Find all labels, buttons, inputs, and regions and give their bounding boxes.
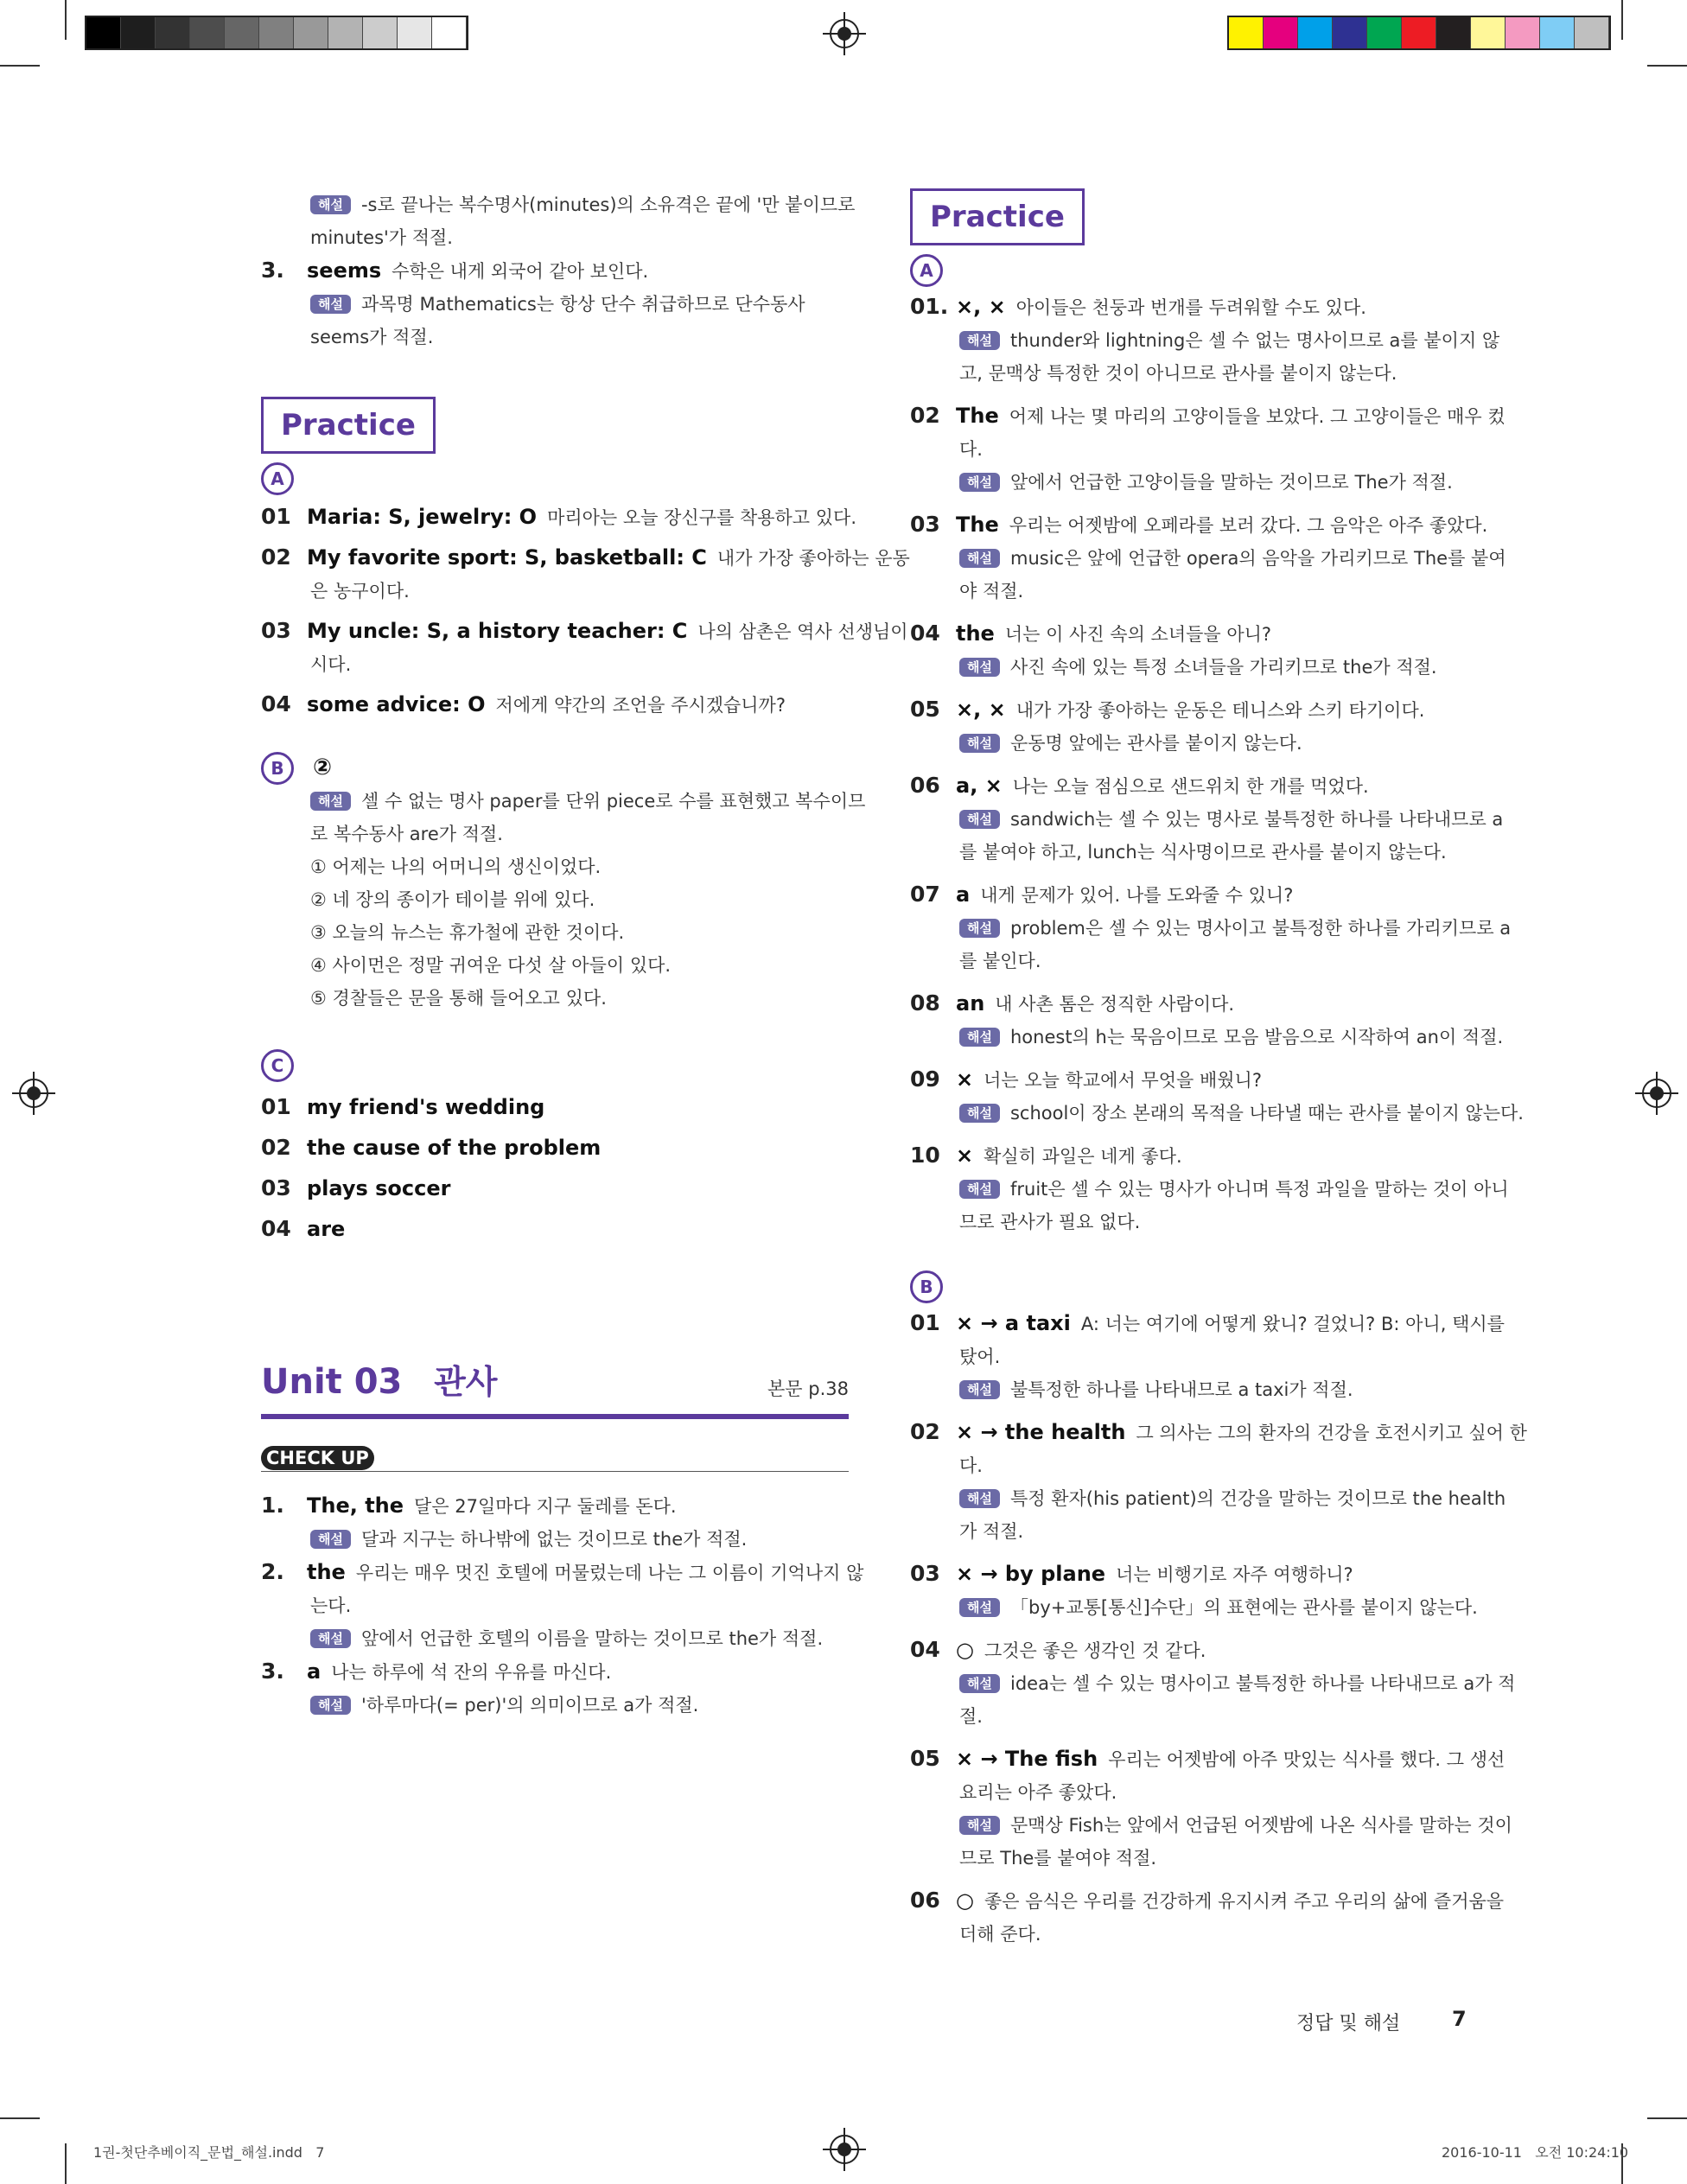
item-number: 01 <box>261 504 291 529</box>
continuation-line: 므로 관사가 필요 없다. <box>959 1212 1141 1232</box>
gray-swatch <box>259 17 294 48</box>
answer-item <box>910 1557 1506 1591</box>
item-answer: ×, × <box>956 295 1006 319</box>
page-number: 7 <box>1452 2007 1467 2031</box>
item-answer: a <box>956 882 971 907</box>
item-translation: 아이들은 천둥과 번개를 두려워할 수도 있다. <box>1015 297 1366 318</box>
item-translation: 나는 하루에 석 잔의 우유를 마신다. <box>331 1662 612 1683</box>
item-answer: My uncle: S, a history teacher: C <box>307 619 688 643</box>
item-answer: plays soccer <box>307 1176 451 1200</box>
item-translation: 너는 비행기로 자주 여행하니? <box>1116 1564 1353 1585</box>
answer-block <box>910 878 1512 977</box>
footer-file-name: 1권-첫단추베이직_문법_해설.indd 7 <box>93 2144 325 2161</box>
explanation-text: 문맥상 Fish는 앞에서 언급된 어젯밤에 나온 식사를 말하는 것이 <box>1009 1815 1512 1836</box>
answer-block <box>261 500 857 534</box>
item-number: 04 <box>910 1637 940 1662</box>
item-answer: a, × <box>956 774 1003 798</box>
item-translation: 좋은 음식은 우리를 건강하게 유지시켜 주고 우리의 삶에 즐거움을 <box>984 1891 1505 1912</box>
explanation-text: 운동명 앞에는 관사를 붙이지 않는다. <box>1009 733 1302 754</box>
explanation-text: fruit은 셀 수 있는 명사가 아니며 특정 과일을 말하는 것이 아니 <box>1009 1179 1509 1200</box>
crop-mark <box>0 2117 40 2119</box>
answer-item <box>261 1172 849 1206</box>
item-translation: 우리는 어젯밤에 아주 맛있는 식사를 했다. 그 생선 <box>1108 1749 1506 1770</box>
answer-item <box>910 290 1506 324</box>
left-column <box>261 188 910 1722</box>
section-c-label: C <box>261 1049 849 1082</box>
continuation-line: 를 붙인다. <box>959 951 1041 971</box>
answer-item <box>261 541 910 575</box>
footer-label: 정답 및 해설 <box>1296 2013 1401 2034</box>
explanation-text: -s로 끝나는 복수명사(minutes)의 소유격은 끝에 '만 붙이므로 <box>360 194 856 215</box>
continuation-line: 므로 The를 붙여야 적절. <box>959 1848 1157 1869</box>
gray-swatch <box>363 17 398 48</box>
color-swatch <box>1436 17 1471 48</box>
continuation-line: ⑤ 경찰들은 문을 통해 들어오고 있다. <box>310 988 607 1009</box>
answer-item <box>261 500 857 534</box>
continuation-line: ② 네 장의 종이가 테이블 위에 있다. <box>310 889 595 910</box>
answer-item <box>261 254 849 288</box>
answer-block <box>910 508 1506 608</box>
item-answer: The <box>956 404 999 428</box>
answer-item <box>910 399 1506 433</box>
explanation-line <box>910 542 1506 575</box>
explanation-line <box>910 1021 1506 1054</box>
section-a-label: A <box>910 254 1506 287</box>
explanation-badge: 해설 <box>310 195 351 214</box>
item-answer: × → by plane <box>956 1562 1106 1586</box>
footer-timestamp: 2016-10-11 오전 10:24:10 <box>1442 2144 1629 2161</box>
color-swatch <box>1575 17 1609 48</box>
answer-item <box>910 1139 1506 1173</box>
answer-item <box>261 1213 849 1246</box>
gray-swatch <box>328 17 363 48</box>
crop-mark <box>0 65 40 67</box>
answer-item <box>910 1307 1506 1340</box>
item-answer: ○ <box>956 1638 974 1662</box>
checkup-label: CHECK UP <box>261 1446 374 1470</box>
item-number: 03 <box>261 618 291 643</box>
answer-item <box>910 987 1506 1021</box>
explanation-line <box>910 324 1506 357</box>
item-number: 01 <box>910 1310 940 1335</box>
answer-block <box>910 399 1506 499</box>
color-swatch <box>1402 17 1436 48</box>
explanation-line <box>910 803 1506 836</box>
color-swatch <box>1229 17 1264 48</box>
answer-item <box>910 693 1506 727</box>
answer-block <box>261 614 908 681</box>
answer-block <box>910 987 1506 1054</box>
explanation-line <box>910 727 1506 760</box>
item-answer: × <box>956 1067 974 1092</box>
item-number: 02 <box>261 544 291 570</box>
explanation-badge: 해설 <box>959 658 1000 677</box>
explanation-badge: 해설 <box>959 549 1000 568</box>
explanation-text: 사진 속에 있는 특정 소녀들을 가리키므로 the가 적절. <box>1009 657 1437 678</box>
explanation-badge: 해설 <box>959 473 1000 492</box>
answer-item <box>261 1489 849 1523</box>
color-swatch <box>1367 17 1402 48</box>
explanation-text: honest의 h는 묵음이므로 모음 발음으로 시작하여 an이 적절. <box>1009 1027 1504 1047</box>
practice-title: Practice <box>261 397 436 454</box>
continuation-line: ① 어제는 나의 어머니의 생신이었다. <box>310 856 602 877</box>
item-answer: × → a taxi <box>956 1311 1071 1335</box>
answer-item <box>910 1633 1506 1667</box>
crop-mark <box>65 2143 67 2184</box>
continuation-line: 절. <box>959 1706 983 1727</box>
answer-block <box>910 769 1506 869</box>
continuation-line: 가 적절. <box>959 1521 1024 1542</box>
item-answer: an <box>956 991 985 1016</box>
item-translation: 우리는 매우 멋진 호텔에 머물렀는데 나는 그 이름이 기억나지 않 <box>355 1563 864 1583</box>
explanation-badge: 해설 <box>959 1380 1000 1399</box>
carryover-block <box>261 188 856 353</box>
grayscale-bar <box>85 16 468 50</box>
explanation-badge: 해설 <box>959 331 1000 350</box>
item-number: 3. <box>261 258 284 283</box>
continuation-line: 더해 준다. <box>959 1924 1041 1945</box>
answer-item <box>910 1742 1506 1776</box>
answer-block <box>910 1557 1506 1624</box>
answer-block <box>910 290 1506 390</box>
unit-page-ref: 본문 p.38 <box>767 1379 849 1399</box>
continuation-line: 탔어. <box>959 1347 1001 1367</box>
item-answer: seems <box>307 258 382 283</box>
item-translation: 나의 삼촌은 역사 선생님이 <box>697 621 908 642</box>
item-number: 06 <box>910 1888 940 1913</box>
section-b-label: B <box>910 1270 1506 1303</box>
item-answer: × → the health <box>956 1420 1126 1444</box>
answer-block <box>910 1884 1506 1951</box>
answer-item <box>261 1655 849 1689</box>
gray-swatch <box>432 17 467 48</box>
item-number: 1. <box>261 1493 284 1518</box>
explanation-badge: 해설 <box>310 792 351 811</box>
item-translation: 수학은 내게 외국어 같아 보인다. <box>392 261 649 282</box>
explanation-line <box>261 1689 849 1722</box>
registration-mark-icon <box>19 1079 48 1108</box>
gray-swatch <box>156 17 190 48</box>
answer-item <box>261 1556 864 1589</box>
item-answer: × → The fish <box>956 1747 1098 1771</box>
registration-mark-icon <box>1642 1079 1671 1108</box>
explanation-badge: 해설 <box>959 1598 1000 1617</box>
item-number: 08 <box>910 990 940 1016</box>
item-translation: 그 의사는 그의 환자의 건강을 호전시키고 싶어 한 <box>1136 1423 1527 1443</box>
answer-item <box>261 614 908 648</box>
item-answer: ×, × <box>956 697 1006 722</box>
answer-block <box>910 1307 1506 1406</box>
color-swatch <box>1506 17 1540 48</box>
practice-header <box>261 397 849 443</box>
answer-item <box>910 617 1506 651</box>
item-answer: My favorite sport: S, basketball: C <box>307 545 707 570</box>
item-translation: 내가 가장 좋아하는 운동은 테니스와 스키 타기이다. <box>1015 700 1425 721</box>
item-number: 02 <box>910 1419 940 1444</box>
explanation-line <box>261 188 856 221</box>
continuation-line: seems가 적절. <box>310 327 434 347</box>
section-a-label: A <box>261 462 849 495</box>
explanation-badge: 해설 <box>959 1489 1000 1508</box>
registration-mark-icon <box>830 2135 859 2164</box>
explanation-line <box>910 466 1506 499</box>
item-number: 03 <box>261 1175 291 1200</box>
item-number: 09 <box>910 1067 940 1092</box>
explanation-badge: 해설 <box>959 1028 1000 1047</box>
explanation-line <box>910 1482 1506 1515</box>
gray-swatch <box>225 17 259 48</box>
item-number: 07 <box>910 882 940 907</box>
explanation-line <box>910 1591 1506 1624</box>
continuation-line: ③ 오늘의 뉴스는 휴가철에 관한 것이다. <box>310 922 625 943</box>
item-answer: a <box>307 1659 321 1684</box>
item-answer: are <box>307 1217 346 1241</box>
answer-item <box>261 1091 849 1124</box>
answer-block <box>910 1139 1509 1238</box>
gray-swatch <box>294 17 328 48</box>
continuation-line: 은 농구이다. <box>310 581 410 602</box>
crop-mark <box>65 0 67 40</box>
explanation-badge: 해설 <box>310 1696 351 1715</box>
registration-mark-icon <box>830 19 859 48</box>
item-answer: Maria: S, jewelry: O <box>307 505 538 529</box>
item-translation: 그것은 좋은 생각인 것 같다. <box>984 1640 1206 1661</box>
answer-item <box>261 1131 849 1165</box>
continuation-line: 다. <box>959 1455 983 1476</box>
answer-block <box>910 693 1506 760</box>
answer-block <box>261 688 849 722</box>
crop-mark <box>1647 2117 1687 2119</box>
gray-swatch <box>86 17 121 48</box>
item-answer: × <box>956 1143 974 1168</box>
explanation-line <box>261 1622 849 1655</box>
right-column <box>910 188 1527 1960</box>
explanation-text: 특정 환자(his patient)의 건강을 말하는 것이므로 the health <box>1009 1488 1506 1509</box>
crop-mark <box>1647 65 1687 67</box>
item-answer: The <box>956 513 999 537</box>
color-swatch <box>1471 17 1506 48</box>
explanation-line <box>910 1173 1509 1206</box>
unit-header <box>261 1362 849 1419</box>
item-translation: 내게 문제가 있어. 나를 도와줄 수 있니? <box>980 885 1294 906</box>
section-b-answer: ② <box>313 755 333 780</box>
item-translation: 너는 이 사진 속의 소녀들을 아니? <box>1004 624 1272 645</box>
continuation-line: 요리는 아주 좋았다. <box>959 1782 1117 1803</box>
explanation-badge: 해설 <box>959 1180 1000 1199</box>
continuation-line: 를 붙여야 하고, lunch는 식사명이므로 관사를 붙이지 않는다. <box>959 842 1447 863</box>
item-number: 01 <box>261 1094 291 1119</box>
section-a-list <box>261 500 910 722</box>
color-bar <box>1227 16 1611 50</box>
explanation-text: 「by+교통[통신]수단」의 표현에는 관사를 붙이지 않는다. <box>1009 1597 1478 1618</box>
explanation-line <box>261 785 866 818</box>
item-number: 03 <box>910 1561 940 1586</box>
explanation-badge: 해설 <box>310 1530 351 1549</box>
item-number: 04 <box>910 621 940 646</box>
section-b-notes <box>261 785 866 1015</box>
explanation-line <box>910 1667 1516 1700</box>
explanation-text: idea는 셀 수 있는 명사이고 불특정한 하나를 나타내므로 a가 적 <box>1009 1673 1516 1694</box>
item-translation: 내 사촌 톰은 정직한 사람이다. <box>995 994 1235 1015</box>
continuation-line: 고, 문맥상 특정한 것이 아니므로 관사를 붙이지 않는다. <box>959 363 1397 384</box>
color-swatch <box>1264 17 1298 48</box>
answer-block <box>910 1633 1516 1733</box>
item-number: 04 <box>261 1216 291 1241</box>
explanation-badge: 해설 <box>959 810 1000 829</box>
item-number: 05 <box>910 1746 940 1771</box>
explanation-line <box>910 1373 1506 1406</box>
explanation-text: thunder와 lightning은 셀 수 없는 명사이므로 a를 붙이지 않 <box>1009 330 1500 351</box>
unit-title: Unit 03 <box>261 1362 403 1402</box>
item-number: 04 <box>261 691 291 716</box>
item-translation: 나는 오늘 점심으로 샌드위치 한 개를 먹었다. <box>1012 776 1369 797</box>
item-answer: my friend's wedding <box>307 1095 545 1119</box>
answer-block <box>910 1416 1527 1548</box>
continuation-line: 시다. <box>310 654 352 675</box>
explanation-text: 셀 수 없는 명사 paper를 단위 piece로 수를 표현했고 복수이므 <box>360 791 866 812</box>
item-translation: 어제 나는 몇 마리의 고양이들을 보았다. 그 고양이들은 매우 컸 <box>1009 406 1506 427</box>
item-answer: The, the <box>307 1493 404 1518</box>
item-number: 02 <box>261 1135 291 1160</box>
explanation-text: school이 장소 본래의 목적을 나타낼 때는 관사를 붙이지 않는다. <box>1009 1103 1524 1124</box>
item-number: 02 <box>910 403 940 428</box>
item-number: 01. <box>910 294 949 319</box>
explanation-badge: 해설 <box>959 734 1000 753</box>
checkup-header <box>261 1442 849 1472</box>
section-a-list <box>910 290 1524 1238</box>
explanation-text: sandwich는 셀 수 있는 명사로 불특정한 하나를 나타내므로 a <box>1009 809 1504 830</box>
item-answer: ○ <box>956 1888 974 1913</box>
gray-swatch <box>190 17 225 48</box>
answer-item <box>910 878 1506 912</box>
answer-item <box>910 1884 1506 1918</box>
item-answer: the cause of the problem <box>307 1136 602 1160</box>
item-translation: 마리아는 오늘 장신구를 착용하고 있다. <box>547 507 857 528</box>
explanation-text: 앞에서 언급한 호텔의 이름을 말하는 것이므로 the가 적절. <box>360 1628 824 1649</box>
item-translation: 우리는 어젯밤에 오페라를 보러 갔다. 그 음악은 아주 좋았다. <box>1009 515 1488 536</box>
item-answer: the <box>307 1560 346 1584</box>
explanation-line <box>910 912 1512 945</box>
explanation-line <box>910 1809 1512 1842</box>
explanation-badge: 해설 <box>959 1674 1000 1693</box>
answer-item <box>261 688 849 722</box>
continuation-line: 는다. <box>310 1595 352 1616</box>
continuation-line: minutes'가 적절. <box>310 227 453 248</box>
explanation-badge: 해설 <box>310 295 351 314</box>
explanation-text: 달과 지구는 하나밖에 없는 것이므로 the가 적절. <box>360 1529 748 1550</box>
section-b-label: B ② <box>261 751 849 785</box>
explanation-line <box>261 1523 849 1556</box>
explanation-text: problem은 셀 수 있는 명사이고 불특정한 하나를 가리키므로 a <box>1009 918 1512 939</box>
color-swatch <box>1298 17 1333 48</box>
continuation-line: ④ 사이먼은 정말 귀여운 다섯 살 아들이 있다. <box>310 955 672 976</box>
answer-item <box>910 1063 1506 1097</box>
explanation-text: 불특정한 하나를 나타내므로 a taxi가 적절. <box>1009 1379 1353 1400</box>
explanation-text: 과목명 Mathematics는 항상 단수 취급하므로 단수동사 <box>360 294 805 315</box>
continuation-line: 야 적절. <box>959 581 1024 602</box>
unit-korean-title: 관사 <box>434 1363 498 1401</box>
answer-item <box>910 1416 1527 1449</box>
answer-item <box>910 508 1506 542</box>
continuation-line: 로 복수동사 are가 적절. <box>310 824 503 844</box>
practice-title: Practice <box>910 188 1085 245</box>
item-number: 2. <box>261 1559 284 1584</box>
continuation-line: 다. <box>959 439 983 460</box>
explanation-text: 앞에서 언급한 고양이들을 말하는 것이므로 The가 적절. <box>1009 472 1453 493</box>
item-number: 10 <box>910 1143 940 1168</box>
item-translation: 내가 가장 좋아하는 운동 <box>716 548 910 569</box>
answer-block <box>261 541 910 608</box>
answer-block <box>910 1063 1524 1130</box>
item-translation: 확실히 과일은 네게 좋다. <box>984 1146 1182 1167</box>
crop-mark <box>1621 0 1623 40</box>
checkup-list <box>261 1489 864 1722</box>
explanation-badge: 해설 <box>310 1629 351 1648</box>
answer-block <box>910 1742 1512 1875</box>
practice-header <box>910 188 1506 232</box>
item-translation: A: 너는 여기에 어떻게 왔니? 걸었니? B: 아니, 택시를 <box>1080 1314 1505 1334</box>
color-swatch <box>1333 17 1367 48</box>
item-number: 06 <box>910 773 940 798</box>
color-swatch <box>1540 17 1575 48</box>
item-number: 03 <box>910 512 940 537</box>
item-translation: 저에게 약간의 조언을 주시겠습니까? <box>495 695 786 716</box>
section-b-list <box>910 1307 1527 1951</box>
explanation-text: '하루마다(= per)'의 의미이므로 a가 적절. <box>360 1695 699 1716</box>
item-number: 3. <box>261 1659 284 1684</box>
gray-swatch <box>121 17 156 48</box>
gray-swatch <box>398 17 432 48</box>
item-answer: some advice: O <box>307 692 486 716</box>
explanation-text: music은 앞에 언급한 opera의 음악을 가리키므로 The를 붙여 <box>1009 548 1506 569</box>
explanation-line <box>910 1097 1524 1130</box>
explanation-badge: 해설 <box>959 919 1000 938</box>
item-number: 05 <box>910 697 940 722</box>
item-answer: the <box>956 621 995 646</box>
explanation-badge: 해설 <box>959 1104 1000 1123</box>
explanation-badge: 해설 <box>959 1816 1000 1835</box>
explanation-line <box>261 288 849 321</box>
section-c-list <box>261 1091 849 1246</box>
item-translation: 달은 27일마다 지구 둘레를 돈다. <box>414 1496 677 1517</box>
answer-item <box>910 769 1506 803</box>
answer-block <box>910 617 1506 684</box>
item-translation: 너는 오늘 학교에서 무엇을 배웠니? <box>984 1070 1262 1091</box>
explanation-line <box>910 651 1506 684</box>
